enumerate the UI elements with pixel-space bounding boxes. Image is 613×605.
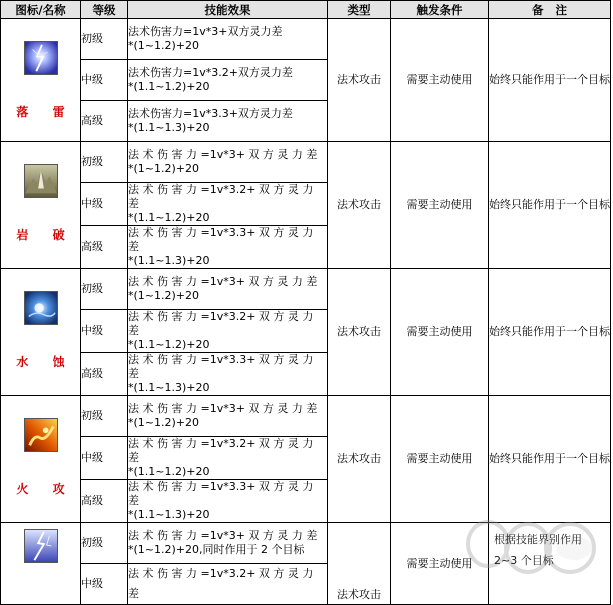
header-row (1, 1, 611, 19)
level-cell: 中级 (81, 60, 128, 101)
header-effect: 技能效果 (128, 1, 328, 19)
trigger-cell: 需要主动使用 (391, 142, 489, 269)
table-row (1, 142, 611, 183)
water-icon (24, 291, 58, 325)
level-cell: 高级 (81, 353, 128, 396)
effect-cell: 法术伤害力=1v*3.3+双方灵力差 *(1.1~1.3)+20 (128, 101, 328, 142)
table-row (1, 269, 611, 310)
skill-name: 水 蚀 (16, 355, 75, 369)
type-cell: 法术攻击 (328, 19, 391, 142)
header-trigger: 触发条件 (391, 1, 489, 19)
level-cell: 初级 (81, 142, 128, 183)
effect-cell: 法 术 伤 害 力 =1v*3.2+ 双 方 灵 力 差 *(1.1~1.2)+20 (128, 437, 328, 480)
skill-name: 落 雷 (16, 105, 75, 119)
header-note: 备 注 (489, 1, 611, 19)
note-line: 根据技能界别作用 (494, 533, 582, 546)
note-line: 2~3 个目标 (494, 554, 554, 567)
level-cell: 高级 (81, 480, 128, 523)
type-cell: 法术攻击 (328, 269, 391, 396)
skill-icon-cell (1, 19, 81, 142)
level-cell: 高级 (81, 226, 128, 269)
fire-icon (24, 418, 58, 452)
trigger-cell: 需要主动使用 (391, 269, 489, 396)
effect-cell: 法 术 伤 害 力 =1v*3.3+ 双 方 灵 力 差 *(1.1~1.3)+20 (128, 353, 328, 396)
level-cell: 中级 (81, 564, 128, 605)
skill-icon-cell (1, 523, 81, 605)
level-cell: 初级 (81, 523, 128, 564)
header-type: 类型 (328, 1, 391, 19)
level-cell: 中级 (81, 183, 128, 226)
type-cell: 法术攻击 (328, 396, 391, 523)
type-cell: 法术攻击 (328, 523, 391, 605)
skill-icon-cell (1, 396, 81, 523)
effect-cell: 法 术 伤 害 力 =1v*3.2+ 双 方 灵 力 差 *(1.1~1.2)+20 (128, 310, 328, 353)
trigger-cell: 需要主动使用 (391, 19, 489, 142)
thunderstorm-icon (24, 529, 58, 563)
effect-cell: 法 术 伤 害 力 =1v*3.3+ 双 方 灵 力 差 *(1.1~1.3)+20 (128, 480, 328, 523)
trigger-cell: 需要主动使用 (391, 396, 489, 523)
header-icon-name: 图标/名称 (1, 1, 81, 19)
effect-cell: 法 术 伤 害 力 =1v*3+ 双 方 灵 力 差 *(1~1.2)+20 (128, 142, 328, 183)
note-cell: 始终只能作用于一个目标 (489, 19, 611, 142)
effect-cell: 法术伤害力=1v*3+双方灵力差 *(1~1.2)+20 (128, 19, 328, 60)
effect-cell: 法 术 伤 害 力 =1v*3.3+ 双 方 灵 力 差 *(1.1~1.3)+20 (128, 226, 328, 269)
note-cell: 始终只能作用于一个目标 (489, 396, 611, 523)
effect-cell: 法术伤害力=1v*3.2+双方灵力差 *(1.1~1.2)+20 (128, 60, 328, 101)
skill-icon-cell (1, 269, 81, 396)
effect-cell: 法 术 伤 害 力 =1v*3.2+ 双 方 灵 力 差 (128, 564, 328, 605)
effect-cell: 法 术 伤 害 力 =1v*3+ 双 方 灵 力 差 *(1~1.2)+20 (128, 269, 328, 310)
effect-cell: 法 术 伤 害 力 =1v*3.2+ 双 方 灵 力 差 *(1.1~1.2)+20 (128, 183, 328, 226)
level-cell: 初级 (81, 19, 128, 60)
level-cell: 初级 (81, 396, 128, 437)
type-cell: 法术攻击 (328, 142, 391, 269)
note-cell: 始终只能作用于一个目标 (489, 142, 611, 269)
note-cell: 始终只能作用于一个目标 (489, 269, 611, 396)
table-row (1, 396, 611, 437)
effect-cell: 法 术 伤 害 力 =1v*3+ 双 方 灵 力 差 *(1~1.2)+20,同时作用于 2 个目标 (128, 523, 328, 564)
skill-name: 火 攻 (16, 482, 75, 496)
trigger-cell: 需要主动使用 (391, 523, 489, 605)
lightning-icon (24, 41, 58, 75)
table-row (1, 19, 611, 60)
level-cell: 初级 (81, 269, 128, 310)
skill-icon-cell (1, 142, 81, 269)
skill-name: 岩 破 (16, 228, 75, 242)
level-cell: 高级 (81, 101, 128, 142)
effect-cell: 法 术 伤 害 力 =1v*3+ 双 方 灵 力 差 *(1~1.2)+20 (128, 396, 328, 437)
last-note-text (494, 529, 582, 571)
level-cell: 中级 (81, 437, 128, 480)
header-level: 等级 (81, 1, 128, 19)
level-cell: 中级 (81, 310, 128, 353)
rock-icon (24, 164, 58, 198)
